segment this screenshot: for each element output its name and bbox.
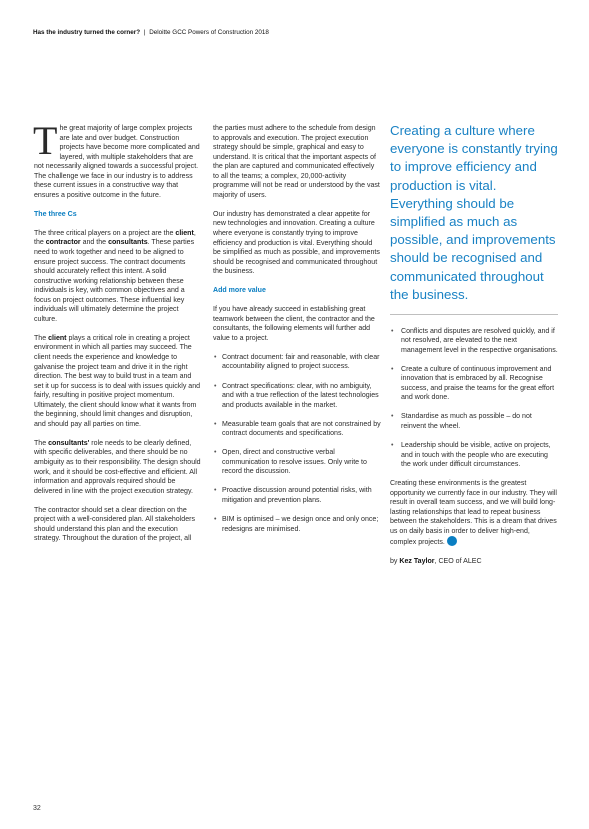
bold-client: client xyxy=(175,229,194,237)
column-3 xyxy=(390,122,558,576)
closing-text: Creating these environments is the greatest opportunity we currently face in our industry. They will result in overall team success, and we will build long-lasting relationships that lead to repeat business between the stakeholders. This is a dream that drives us on daily basis in order to deliver high-end, complex projects. xyxy=(390,480,557,547)
list-item: • Conflicts and disputes are resolved quickly, and if not resolved, are elevated to the next management level in the respective organisations. xyxy=(390,327,558,356)
list-item: • Proactive discussion around potential risks, with mitigation and prevention plans. xyxy=(213,486,381,505)
intro-text: he great majority of large complex projects are late and over budget. Construction projects have become more complicated and layered, with multiple stakeholders that are not necessarily aligned towards a successful project. The challenge we face in our industry is to address these current issues in a constructive way that ensures a positive outcome in the future. xyxy=(34,125,200,199)
text-run: The three critical players on a project are the xyxy=(34,229,176,237)
pull-quote: Creating a culture where everyone is constantly trying to improve efficiency and production is vital. Everything should be simplified as much as possible, and improvements should be recognised and communicated throughout the business. xyxy=(390,123,558,302)
text-run: The xyxy=(34,439,49,447)
intro-paragraph xyxy=(33,118,202,200)
byline-prefix: by xyxy=(390,558,400,566)
paragraph-client-role xyxy=(34,334,202,429)
paragraph-consultants-role xyxy=(34,439,202,496)
list-item: • Open, direct and constructive verbal communication to resolve issues. Only write to record the discussion. xyxy=(213,448,381,477)
culture-bullet-list xyxy=(390,327,558,470)
value-bullet-list xyxy=(213,353,381,534)
subhead-add-more-value: Add more value xyxy=(213,287,266,295)
bold-contractor: contractor xyxy=(45,239,81,247)
list-item: • BIM is optimised – we design once and only once; redesigns are minimised. xyxy=(213,515,381,534)
list-item: • Standardise as much as possible – do not reinvent the wheel. xyxy=(390,412,558,431)
list-item: • Create a culture of continuous improvement and innovation that is embraced by all. Recognise success, and praise the teams for the great effort and work done. xyxy=(390,365,558,403)
text-run: plays a critical role in creating a project environment in which all parties may succeed. The client needs the experience and knowledge to galvanise the project team and drive it in the right direction. The best way to build trust in a team and set it up for success is to deal with issues quickly and fairly, resulting in positive project momentum. Ultimately, the client should know what it wants from the beginning, should limit changes and disruption, and should pay all parties on time. xyxy=(34,334,201,428)
running-header xyxy=(33,29,269,36)
text-run: and the xyxy=(80,239,109,247)
closing-paragraph xyxy=(390,479,558,548)
bold-consultants: consultants' xyxy=(48,439,90,447)
drop-cap: T xyxy=(33,118,58,163)
list-item: • Contract specifications: clear, with no ambiguity, and with a true reflection of the latest technologies and products available in the market. xyxy=(213,382,381,411)
header-publication: Deloitte GCC Powers of Construction 2018 xyxy=(149,29,269,36)
end-mark-dot-icon xyxy=(447,536,457,546)
list-item: • Contract document: fair and reasonable, with clear accountability aligned to project success. xyxy=(213,353,381,372)
text-run: , the xyxy=(34,229,196,247)
paragraph-three-players xyxy=(34,229,202,324)
paragraph-contractor-role: The contractor should set a clear direction on the project with a well-considered plan. All stakeholders should understand this plan and the execution strategy. Throughout the duration of the project, all xyxy=(34,506,195,543)
paragraph-schedule: the parties must adhere to the schedule from design to approvals and execution. The project execution strategy should be simple, graphical and easy to understand. It is critical that the important aspects of the plan are captured and communicated effectively to all the teams; a complex, 20,000-activity programme will not be read or understood by the vast majority of users. xyxy=(213,125,380,199)
divider xyxy=(390,314,558,315)
subhead-three-cs: The three Cs xyxy=(34,210,77,218)
author-byline xyxy=(390,557,558,567)
bold-client: client xyxy=(48,334,67,342)
column-2 xyxy=(213,124,381,544)
page-number: 32 xyxy=(33,805,41,812)
text-run: The xyxy=(34,334,49,342)
column-1 xyxy=(33,118,202,553)
paragraph-add-value-intro: If you have already succeed in establishing great teamwork between the client, the contractor and the consultants, the following elements will further add value to a project. xyxy=(213,306,375,342)
author-role: , CEO of ALEC xyxy=(434,558,482,566)
text-run: . These parties need to work together and need to be aligned to ensure project success. The contract documents should accurately reflect this intent. A solid constructive working relationship between these individuals is key, with common objectives and a focus on project outcomes. These influential key individuals will ultimately determine the project culture. xyxy=(34,239,195,323)
bold-consultants: consultants xyxy=(108,239,148,247)
header-title: Has the industry turned the corner? xyxy=(33,29,141,36)
paragraph-innovation: Our industry has demonstrated a clear appetite for new technologies and innovation. Creating a culture where everyone is constantly trying to improve efficiency and production is vital. Everything should be simplified as much as possible, and improvements should be recognised and communicated throughout the business. xyxy=(213,210,380,276)
author-name: Kez Taylor xyxy=(399,558,435,566)
header-separator: | xyxy=(143,29,146,36)
list-item: • Measurable team goals that are not constrained by contract documents and specifications. xyxy=(213,420,381,439)
list-item: • Leadership should be visible, active on projects, and in touch with the people who are executing the work under difficult circumstances. xyxy=(390,441,558,470)
text-run: role needs to be clearly defined, with specific deliverables, and there should be no ambiguity as to their responsibility. The design should work, and it should be cost-effective and efficient. All information and approvals required should be delivered in line with the project execution strategy. xyxy=(34,439,201,495)
